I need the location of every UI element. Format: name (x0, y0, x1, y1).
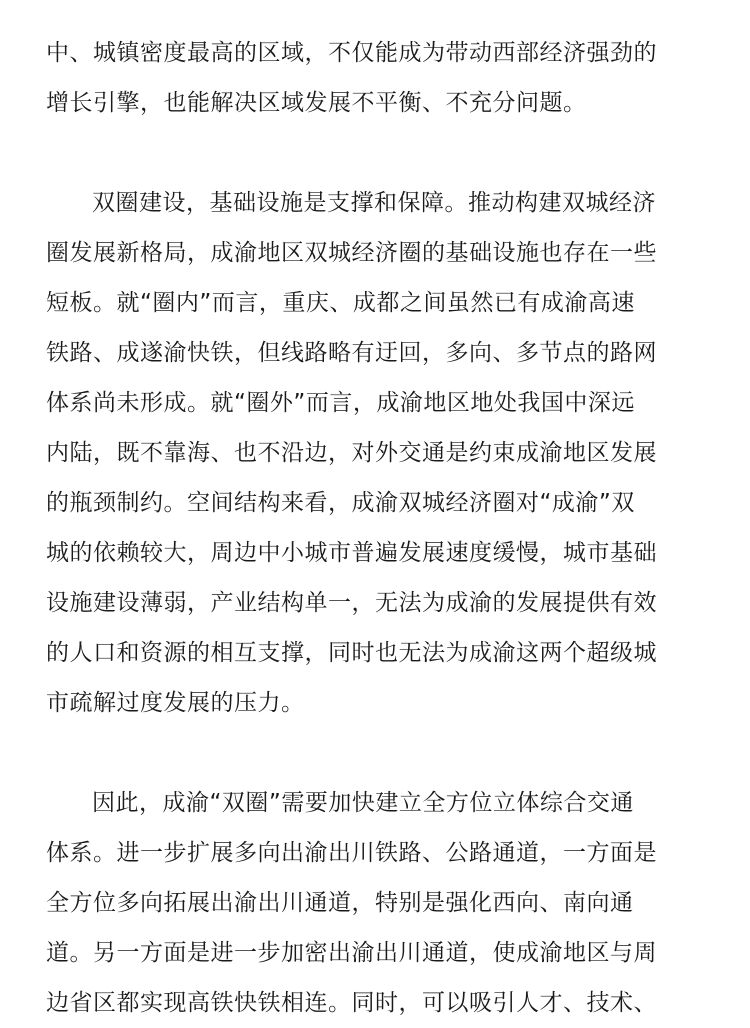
text-line: 道。另一方面是进一步加密出渝出川通道，使成渝地区与周 (46, 940, 657, 966)
paragraph-gap (46, 128, 714, 178)
text-line: 的人口和资源的相互支撑，同时也无法为成渝这两个超级城 (46, 640, 657, 666)
paragraph-1 (46, 28, 714, 128)
text-line: 体系。进一步扩展多向出渝出川铁路、公路通道，一方面是 (46, 840, 657, 866)
paragraph-3 (46, 778, 714, 1028)
text-line: 双圈建设，基础设施是支撑和保障。推动构建双城经济 (92, 190, 656, 216)
article-body (46, 28, 714, 1028)
text-line: 增长引擎，也能解决区域发展不平衡、不充分问题。 (46, 90, 587, 116)
text-line: 边省区都实现高铁快铁相连。同时，可以吸引人才、技术、 (46, 990, 657, 1016)
text-line: 短板。就“圈内”而言，重庆、成都之间虽然已有成渝高速 (46, 290, 635, 316)
text-line: 内陆，既不靠海、也不沿边，对外交通是约束成渝地区发展 (46, 440, 657, 466)
text-line: 铁路、成遂渝快铁，但线路略有迂回，多向、多节点的路网 (46, 340, 657, 366)
text-line: 的瓶颈制约。空间结构来看，成渝双城经济圈对“成渝”双 (46, 490, 635, 516)
text-line: 因此，成渝“双圈”需要加快建立全方位立体综合交通 (92, 790, 634, 816)
text-line: 圈发展新格局，成渝地区双城经济圈的基础设施也存在一些 (46, 240, 657, 266)
paragraph-gap (46, 728, 714, 778)
text-line: 设施建设薄弱，产业结构单一，无法为成渝的发展提供有效 (46, 590, 657, 616)
paragraph-2 (46, 178, 714, 728)
text-line: 中、城镇密度最高的区域，不仅能成为带动西部经济强劲的 (46, 40, 657, 66)
text-line: 全方位多向拓展出渝出川通道，特别是强化西向、南向通 (46, 890, 634, 916)
text-line: 城的依赖较大，周边中小城市普遍发展速度缓慢，城市基础 (46, 540, 657, 566)
text-line: 体系尚未形成。就“圈外”而言，成渝地区地处我国中深远 (46, 390, 635, 416)
text-line: 市疏解过度发展的压力。 (46, 690, 305, 716)
